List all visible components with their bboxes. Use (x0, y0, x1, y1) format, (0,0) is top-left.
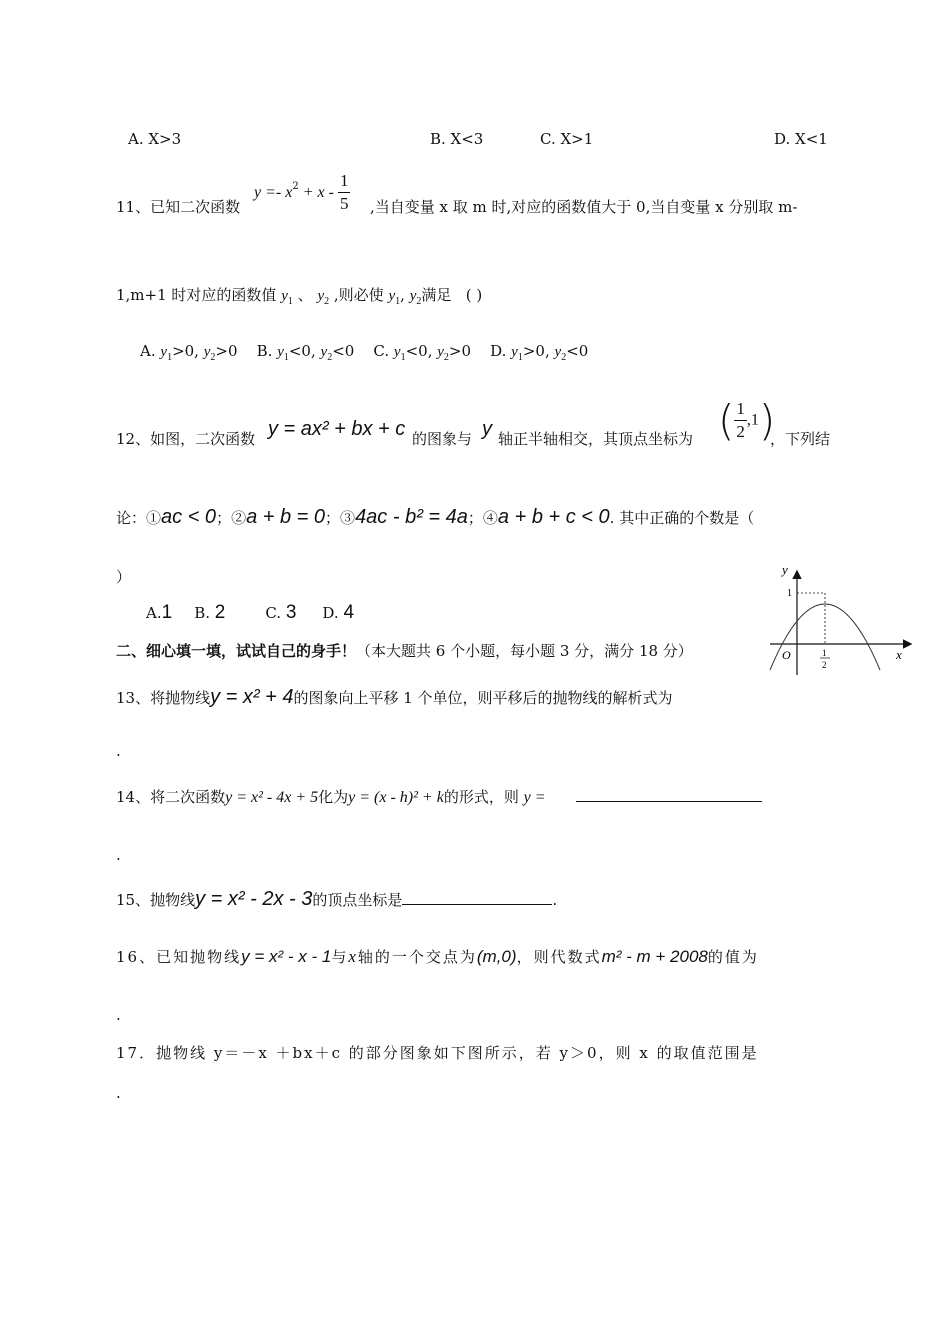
q12-options (146, 602, 354, 624)
q11-text-1: ,当自变量 x 取 m 时,对应的函数值大于 0,当自变量 x 分别取 m- (370, 198, 798, 216)
q16: 16、已知抛物线 y = x² - x - 1 与 x 轴的一个交点为 (m,0) ，则代数式 m² - m + 2008 的值为 (116, 947, 759, 966)
q12-formula: y = ax² + bx + c (268, 418, 406, 440)
graph-tick-y: 1 (787, 588, 792, 599)
q11-line-2: 1,m+1 时对应的函数值 $y_1$ 、 $y_2$ ,则必使 $y_1$, $y_2$满足 ( ) (116, 286, 483, 307)
q10-option-c: C. X>1 (540, 130, 594, 148)
q12-option-a: A.1 (146, 602, 173, 623)
q11-option-a: A. $y_1>0$, $y_2>0$ (140, 342, 238, 363)
q10-option-a: A. X>3 (128, 130, 182, 148)
q12-text-3: ，下列结 (770, 430, 831, 448)
q12-close-paren: ） (116, 568, 132, 586)
q15-answer-blank[interactable] (402, 904, 552, 905)
q12-text-2: 轴正半轴相交，其顶点坐标为 (498, 430, 694, 448)
q16-formula: y = x² - x - 1 (241, 947, 332, 966)
q13: 13、将抛物线 y = x² + 4 的图象向上平移 1 个单位，则平移后的抛物线的解析式为 (116, 686, 673, 708)
q10-option-d: D. X<1 (774, 130, 828, 148)
q12-option-c: C. 3 (265, 602, 297, 623)
q14-dot: . (116, 846, 121, 864)
q16-dot: . (116, 1006, 121, 1024)
q11-option-c: C. $y_1<0$, $y_2>0$ (373, 342, 472, 363)
q12-conclusion-4: a + b + c < 0 (497, 506, 610, 528)
q12-option-d: D. 4 (322, 602, 355, 623)
graph-tick-x-den: 2 (822, 660, 827, 670)
q16-point: (m,0) (476, 947, 517, 966)
q11-options (140, 342, 588, 363)
section-2-header (116, 640, 693, 661)
section-2-title: 二、细心填一填，试试自己的身手！ (116, 642, 357, 660)
q14-formula-3: y = (523, 789, 546, 806)
q12-number: 12、如图，二次函数 (116, 430, 256, 448)
q14-formula-1: y = x² - 4x + 5 (225, 789, 319, 806)
q15-formula: y = x² - 2x - 3 (195, 888, 313, 910)
q11-option-d: D. $y_1>0$, $y_2<0$ (490, 342, 589, 363)
graph-tick-x-num: 1 (822, 648, 827, 658)
q17-dot: . (116, 1084, 121, 1102)
graph-origin-label: O (782, 648, 791, 662)
q13-formula: y = x² + 4 (210, 686, 294, 708)
section-2-note: （本大题共 6 个小题，每小题 3 分，满分 18 分） (356, 642, 693, 660)
q13-dot: . (116, 742, 121, 760)
q12-option-b: B. 2 (194, 602, 226, 623)
q12-conclusion-3: 4ac - b² = 4a (355, 506, 468, 528)
q12-conclusion-2: a + b = 0 (246, 506, 326, 528)
graph-x-label: x (896, 647, 902, 662)
q11-formula: $y =- x^2 + x$ - $\frac{1}{5}$ (254, 171, 349, 213)
q12-vertex: ( $\frac{1}{2}$ ,1) (718, 396, 776, 445)
q14-answer-blank[interactable] (576, 801, 762, 802)
graph-y-label: y (782, 562, 788, 577)
parabola-graph (760, 560, 920, 680)
q12-line-2: 论：① ac < 0 ；② a + b = 0 ；③ 4ac - b² = 4a ；④ a + b + c < 0 . 其中正确的个数是（ (116, 506, 755, 528)
q14: 14、将二次函数 y = x² - 4x + 5 化为 y = (x - h)² + k 的形式，则 y = (116, 786, 762, 807)
q10-option-b: B. X<3 (430, 130, 484, 148)
q11-number: 11、已知二次函数 (116, 198, 241, 216)
q12-conclusion-1: ac < 0 (161, 506, 217, 528)
q15: 15、抛物线 y = x² - 2x - 3 的顶点坐标是 . (116, 888, 558, 910)
q12-y-var: y (482, 418, 492, 440)
q14-formula-2: y = (x - h)² + k (348, 789, 444, 806)
q11-option-b: B. $y_1<0$, $y_2<0$ (256, 342, 355, 363)
q12-text-1: 的图象与 (412, 430, 473, 448)
q16-expression: m² - m + 2008 (601, 947, 708, 966)
q17: 17．抛物线 y＝－x ＋bx＋c 的部分图象如下图所示，若 y＞0，则 x 的取值范围是 (116, 1044, 759, 1062)
